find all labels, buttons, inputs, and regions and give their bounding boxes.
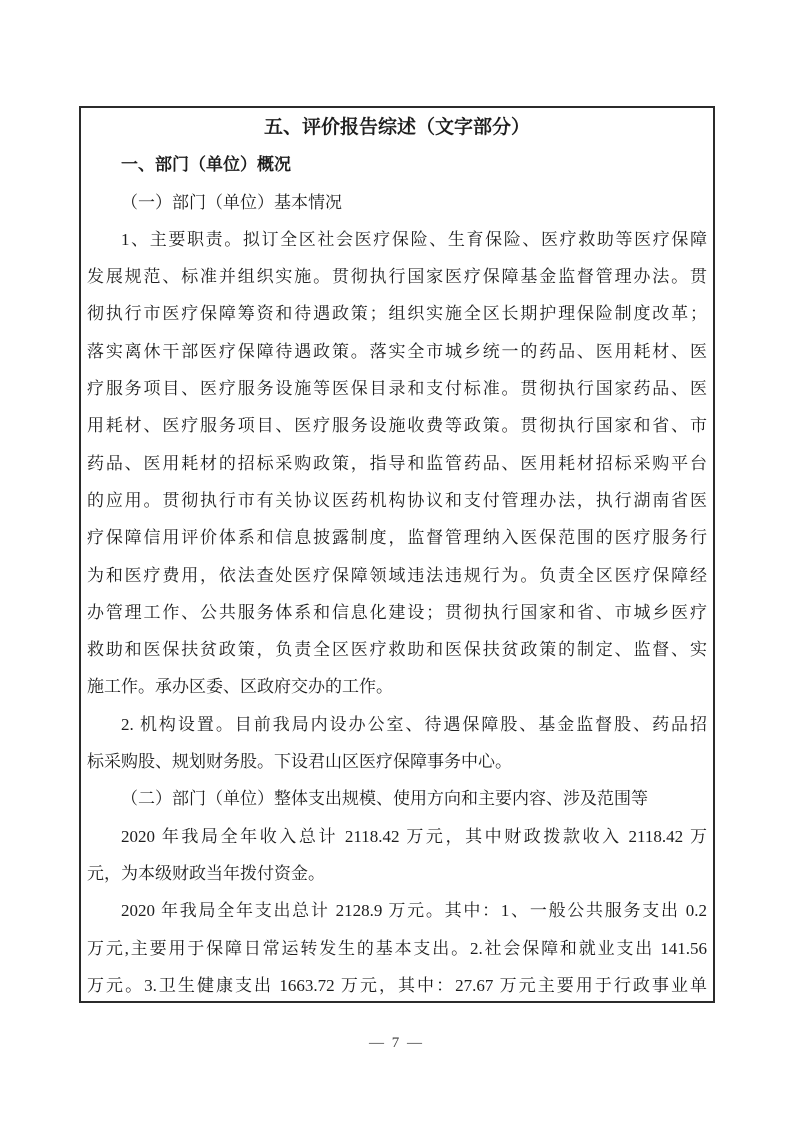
text-line: 为和医疗费用，依法查处医疗保障领域违法违规行为。负责全区医疗保障经 [87,565,707,585]
text-line: 万元。3.卫生健康支出 1663.72 万元，其中：27.67 万元主要用于行政事业单 [87,975,707,995]
text-line: 办管理工作、公共服务体系和信息化建设；贯彻执行国家和省、市城乡医疗 [87,602,707,622]
text-line: 疗保障信用评价体系和信息披露制度，监督管理纳入医保范围的医疗服务行 [87,528,707,548]
text-line: 标采购股、规划财务股。下设君山区医疗保障事务中心。 [87,752,512,772]
text-line: 万元,主要用于保障日常运转发生的基本支出。2.社会保障和就业支出 141.56 [87,938,707,958]
text-line: 施工作。承办区委、区政府交办的工作。 [87,677,393,697]
text-line: 的应用。贯彻执行市有关协议医药机构协议和支付管理办法，执行湖南省医 [87,490,707,510]
subsection-heading: （二）部门（单位）整体支出规模、使用方向和主要内容、涉及范围等 [121,789,648,809]
text-line: 发展规范、标准并组织实施。贯彻执行国家医疗保障基金监督管理办法。贯 [87,267,707,287]
text-line: 1、主要职责。拟订全区社会医疗保险、生育保险、医疗救助等医疗保障 [121,229,707,249]
page-number: — 7 — [369,1035,424,1051]
content-border-box [79,106,715,1003]
text-line: 药品、医用耗材的招标采购政策，指导和监管药品、医用耗材招标采购平台 [87,453,707,473]
text-line: 2020 年我局全年支出总计 2128.9 万元。其中：1、一般公共服务支出 0.2 [121,901,707,921]
text-line: 元，为本级财政当年拨付资金。 [87,863,325,883]
subsection-heading: （一）部门（单位）基本情况 [121,192,342,212]
text-line: 彻执行市医疗保障筹资和待遇政策；组织实施全区长期护理保险制度改革； [87,304,707,324]
report-title: 五、评价报告综述（文字部分） [263,117,530,138]
text-line: 2. 机构设置。目前我局内设办公室、待遇保障股、基金监督股、药品招 [121,714,707,734]
section-heading: 一、部门（单位）概况 [121,155,291,175]
text-line: 用耗材、医疗服务项目、医疗服务设施收费等政策。贯彻执行国家和省、市 [87,416,707,436]
text-line: 落实离休干部医疗保障待遇政策。落实全市城乡统一的药品、医用耗材、医 [87,341,707,361]
report-body [87,146,707,1003]
text-line: 疗服务项目、医疗服务设施等医保目录和支付标准。贯彻执行国家药品、医 [87,379,707,399]
text-line: 2020 年我局全年收入总计 2118.42 万元，其中财政拨款收入 2118.42 万 [121,826,707,846]
text-line: 救助和医保扶贫政策，负责全区医疗救助和医保扶贫政策的制定、监督、实 [87,640,707,660]
